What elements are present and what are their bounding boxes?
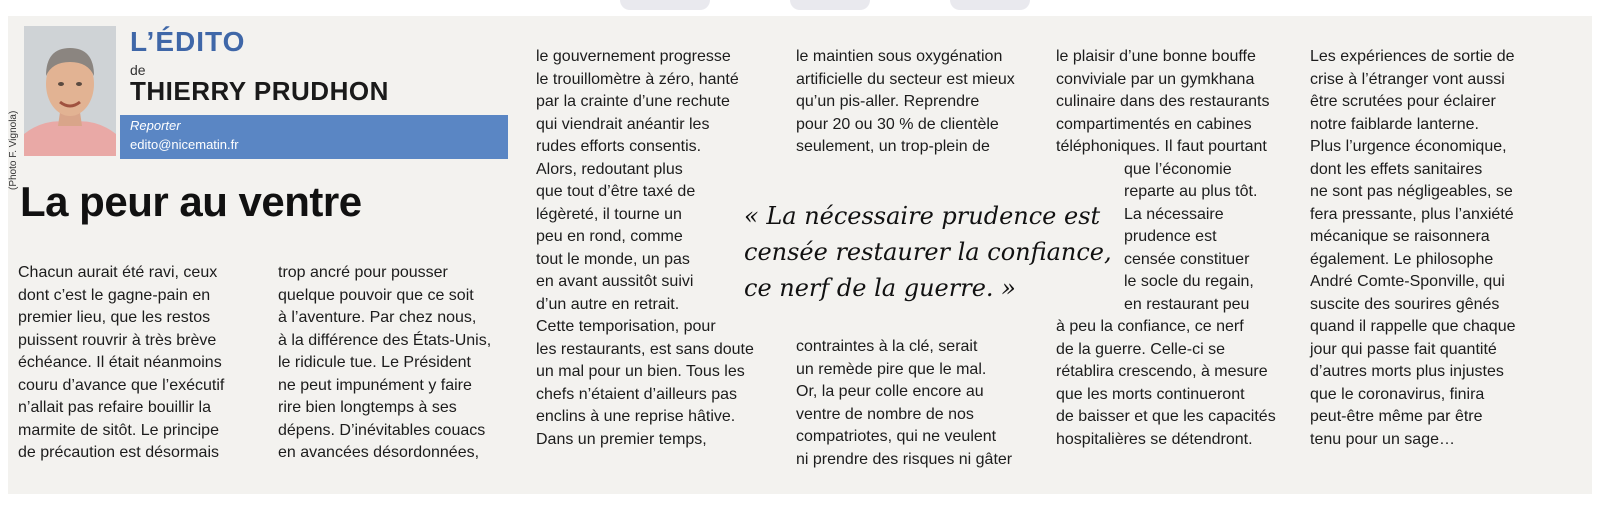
text-line: les restaurants, est sans doute (536, 340, 754, 358)
text-line: en avant aussitôt suivi (536, 273, 694, 290)
top-smudge-left (620, 0, 710, 10)
text-line: fera pressante, plus l’anxiété (1310, 205, 1514, 223)
text-line: Or, la peur colle encore au (796, 383, 984, 400)
text-line: seulement, un trop-plein de (796, 138, 990, 155)
text-line: artificielle du secteur est mieux (796, 70, 1015, 88)
text-line: puissent rouvrir à très brève (18, 331, 217, 349)
text-line: Chacun aurait été ravi, ceux (18, 264, 218, 281)
text-line: censée constituer (1124, 250, 1250, 268)
text-line: ni prendre des risques ni gâter (796, 450, 1013, 468)
text-line: d’autres morts plus injustes (1310, 363, 1504, 380)
text-line: conviviale par un gymkhana (1056, 70, 1255, 88)
text-line: quand il rappelle que chaque (1310, 318, 1516, 335)
text-line: le gouvernement progresse (536, 48, 731, 65)
text-line: n’allait pas refaire bouillir la (18, 399, 211, 416)
text-line: un mal pour un bien. Tous les (536, 363, 745, 380)
text-line: le ridicule tue. Le Président (278, 354, 471, 371)
edito-label: L’ÉDITO (130, 26, 246, 57)
text-line: Plus l’urgence économique, (1310, 138, 1507, 155)
text-line: Les expériences de sortie de (1310, 48, 1515, 65)
text-line: enclins à une reprise hâtive. (536, 408, 736, 425)
text-line: tenu pour un sage… (1310, 430, 1455, 448)
text-line: que l’économie (1124, 160, 1232, 178)
text-line: le trouillomètre à zéro, hanté (536, 70, 739, 88)
text-line: quelque pouvoir que ce soit (278, 286, 474, 304)
text-line: Cette temporisation, pour (536, 318, 716, 335)
text-line: rire bien longtemps à ses (278, 399, 457, 416)
author-portrait-icon (24, 26, 116, 156)
pull-quote (744, 198, 1114, 306)
text-line: compartimentés en cabines (1056, 115, 1252, 133)
text-line: d’un autre en retrait. (536, 295, 680, 313)
article-column-6 (1310, 46, 1516, 451)
text-line: rudes efforts consentis. (536, 138, 702, 155)
text-line: de la guerre. Celle-ci se (1056, 340, 1225, 358)
text-line: crise à l’étranger vont aussi (1310, 70, 1505, 88)
text-line: également. Le philosophe (1310, 250, 1494, 268)
text-line: téléphoniques. Il faut pourtant (1056, 138, 1267, 155)
text-line: en restaurant peu (1124, 295, 1250, 313)
text-line: notre faiblarde lanterne. (1310, 115, 1479, 133)
text-line: échéance. Il était néanmoins (18, 354, 222, 371)
text-line: de précaution est désormais (18, 444, 219, 461)
text-line: un remède pire que le mal. (796, 360, 987, 378)
text-line: que le coronavirus, finira (1310, 385, 1485, 403)
author-email: edito@nicematin.fr (130, 137, 239, 152)
edito-de: de (130, 62, 146, 78)
text-line: dont les effets sanitaires (1310, 160, 1483, 178)
text-line: jour qui passe fait quantité (1310, 340, 1497, 358)
text-line: à peu la confiance, ce nerf (1056, 318, 1244, 335)
text-line: hospitalières se détendront. (1056, 430, 1253, 448)
text-line: Dans un premier temps, (536, 430, 707, 448)
text-line: qu’un pis-aller. Reprendre (796, 93, 980, 110)
text-line: André Comte-Sponville, qui (1310, 273, 1505, 290)
article-column-2 (278, 262, 491, 465)
top-smudge-right (950, 0, 1030, 10)
text-line: « La nécessaire prudence est (744, 202, 1101, 230)
text-line: légèreté, il tourne un (536, 205, 682, 223)
text-line: trop ancré pour pousser (278, 264, 448, 281)
text-line: contraintes à la clé, serait (796, 338, 978, 355)
text-line: par la crainte d’une rechute (536, 93, 730, 110)
text-line: prudence est (1124, 228, 1217, 245)
text-line: ne peut impunément y faire (278, 376, 472, 394)
text-line: Alors, redoutant plus (536, 160, 683, 178)
author-photo (24, 26, 116, 156)
text-line: le socle du regain, (1124, 273, 1254, 290)
text-line: compatriotes, qui ne veulent (796, 428, 997, 445)
author-role: Reporter (130, 118, 181, 133)
text-line: marmite de sitôt. Le principe (18, 421, 219, 439)
text-line: que tout d’être taxé de (536, 183, 696, 200)
text-line: qui viendrait anéantir les (536, 115, 710, 133)
article-column-3 (536, 46, 754, 451)
text-line: en avancées désordonnées, (278, 444, 480, 461)
text-line: tout le monde, un pas (536, 250, 690, 268)
text-line: chefs n’étaient d’ailleurs pas (536, 385, 738, 403)
text-line: premier lieu, que les restos (18, 309, 211, 326)
text-line: dépens. D’inévitables couacs (278, 421, 486, 439)
text-line: à la différence des États-Unis, (278, 331, 492, 349)
text-line: que les morts continueront (1056, 385, 1245, 403)
text-line: à l’aventure. Par chez nous, (278, 309, 477, 326)
text-line: ce nerf de la guerre. » (744, 274, 1016, 302)
text-line: peu en rond, comme (536, 228, 683, 245)
text-line: La nécessaire (1124, 205, 1224, 223)
headline: La peur au ventre (20, 178, 362, 225)
photo-credit: (Photo F. Vignola) (8, 110, 19, 190)
article-column-1 (18, 262, 224, 465)
text-line: être scrutées pour éclairer (1310, 93, 1496, 110)
top-smudge-center (790, 0, 870, 10)
text-line: le plaisir d’une bonne bouffe (1056, 48, 1256, 65)
text-line: suscite des sourires gênés (1310, 295, 1500, 313)
text-line: ne sont pas négligeables, se (1310, 183, 1513, 200)
text-line: pour 20 ou 30 % de clientèle (796, 115, 999, 133)
text-line: dont c’est le gagne-pain en (18, 286, 211, 304)
text-line: de baisser et que les capacités (1056, 408, 1276, 425)
article-column-4-top (796, 46, 1015, 159)
author-name: THIERRY PRUDHON (130, 76, 389, 106)
text-line: reparte au plus tôt. (1124, 183, 1258, 200)
text-line: censée restaurer la confiance, (744, 238, 1112, 266)
text-line: ventre de nombre de nos (796, 405, 974, 423)
text-line: rétablira crescendo, à mesure (1056, 363, 1268, 380)
text-line: le maintien sous oxygénation (796, 48, 1003, 65)
article-column-4-bottom (796, 336, 1012, 471)
text-line: peut-être même par être (1310, 408, 1483, 425)
text-line: couru d’avance que l’exécutif (18, 376, 225, 394)
text-line: mécanique se raisonnera (1310, 228, 1490, 245)
text-line: culinaire dans des restaurants (1056, 93, 1270, 110)
